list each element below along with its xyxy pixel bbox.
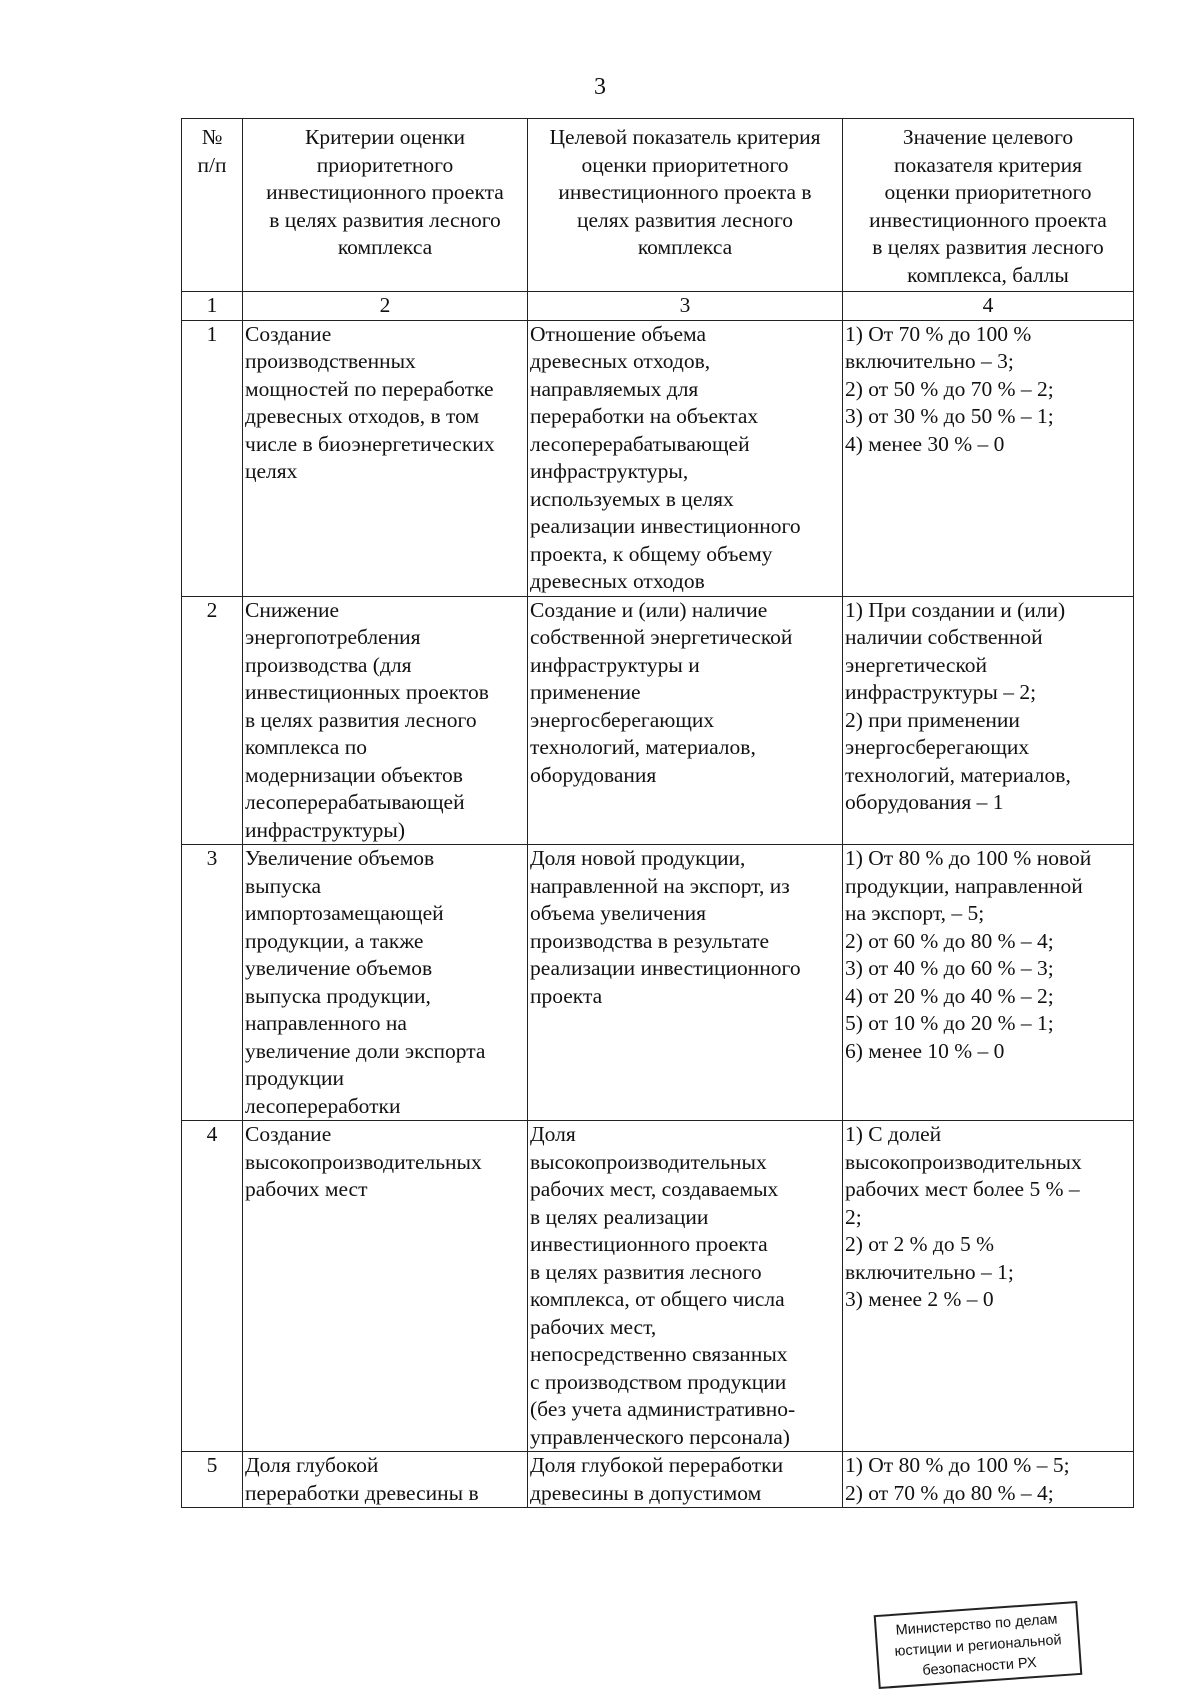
text-line: Создание <box>245 321 332 346</box>
text-line: увеличение объемов <box>245 956 433 980</box>
text-line: (без учета административно- <box>530 1397 796 1421</box>
text-line: Доля глубокой <box>245 1453 379 1477</box>
text-line: приоритетного <box>316 152 454 177</box>
value-cell <box>843 1452 1134 1508</box>
column-number: 1 <box>182 292 243 321</box>
text-line: производства (для <box>245 652 412 677</box>
text-line: 2; <box>845 1204 862 1229</box>
text-line: 4) от 20 % до 40 % – 2; <box>845 983 1054 1008</box>
text-line: Доля новой продукции, <box>530 846 746 870</box>
text-line: Создание и (или) наличие <box>530 597 768 622</box>
text-line: реализации инвестиционного <box>530 514 801 538</box>
row-number: 2 <box>182 596 243 845</box>
text-line: Министерство по делам <box>895 1611 1059 1639</box>
indicator-cell <box>528 320 843 596</box>
text-line: 1) От 70 % до 100 % <box>845 321 1032 346</box>
text-line: инвестиционного проекта <box>869 207 1107 232</box>
text-line: производства в результате <box>530 928 770 953</box>
text-line: Отношение объема <box>530 321 707 346</box>
text-line: 4) менее 30 % – 0 <box>845 431 1005 456</box>
indicator-cell <box>528 845 843 1121</box>
row-number: 5 <box>182 1452 243 1508</box>
text-line: в целях развития лесного <box>872 235 1104 259</box>
text-line: Увеличение объемов <box>245 846 435 870</box>
text-line: непосредственно связанных <box>530 1342 788 1366</box>
column-number-row <box>182 292 1134 321</box>
text-line: с производством продукции <box>530 1369 787 1394</box>
text-line: безопасности РХ <box>921 1654 1038 1679</box>
column-number: 3 <box>528 292 843 321</box>
text-line: продукции, а также <box>245 928 424 953</box>
text-line: комплекса, баллы <box>907 262 1069 287</box>
text-line: направляемых для <box>530 376 699 401</box>
value-cell <box>843 845 1134 1121</box>
text-line: лесоперерабатывающей <box>530 431 750 456</box>
text-line: 2) при применении <box>845 707 1020 732</box>
text-line: 1) При создании и (или) <box>845 597 1066 622</box>
text-line: энергосберегающих <box>845 735 1030 759</box>
indicator-cell <box>528 596 843 845</box>
text-line: высокопроизводительных <box>845 1149 1082 1174</box>
indicator-cell <box>528 1121 843 1452</box>
text-line: выпуска продукции, <box>245 983 431 1008</box>
text-line: направленной на экспорт, из <box>530 873 790 898</box>
table-row <box>182 1452 1134 1508</box>
header-value <box>843 119 1134 292</box>
text-line: 2) от 70 % до 80 % – 4; <box>845 1480 1054 1505</box>
text-line: 2) от 50 % до 70 % – 2; <box>845 376 1054 401</box>
text-line: энергопотребления <box>245 625 421 649</box>
text-line: древесных отходов <box>530 569 705 593</box>
text-line: в целях реализации <box>530 1204 709 1229</box>
text-line: 2) от 2 % до 5 % <box>845 1232 995 1256</box>
indicator-cell <box>528 1452 843 1508</box>
text-line: инфраструктуры – 2; <box>845 680 1037 704</box>
text-line: включительно – 3; <box>845 349 1014 373</box>
page-number: 3 <box>594 74 606 100</box>
text-line: мощностей по переработке <box>245 376 494 401</box>
text-line: п/п <box>197 152 227 177</box>
text-line: оборудования <box>530 762 657 787</box>
text-line: показателя критерия <box>893 152 1083 177</box>
text-line: комплекса <box>337 235 433 259</box>
criterion-cell <box>243 845 528 1121</box>
registration-stamp <box>874 1601 1083 1689</box>
text-line: проекта, к общему объему <box>530 541 773 566</box>
text-line: Целевой показатель критерия <box>549 125 821 149</box>
text-line: высокопроизводительных <box>530 1149 767 1174</box>
header-indicator <box>528 119 843 292</box>
criterion-cell <box>243 596 528 845</box>
text-line: рабочих мест более 5 % – <box>845 1177 1080 1201</box>
text-line: проекта <box>530 983 603 1008</box>
text-line: применение <box>530 680 641 704</box>
text-line: инвестиционного проекта <box>266 180 504 204</box>
text-line: используемых в целях <box>530 486 734 511</box>
text-line: высокопроизводительных <box>245 1149 482 1174</box>
criterion-cell <box>243 1452 528 1508</box>
text-line: комплекса по <box>245 735 367 759</box>
text-line: наличии собственной <box>845 625 1043 649</box>
text-line: юстиции и региональной <box>894 1632 1063 1660</box>
text-line: продукции <box>245 1066 345 1090</box>
column-number: 4 <box>843 292 1134 321</box>
text-line: реализации инвестиционного <box>530 956 801 980</box>
text-line: рабочих мест <box>245 1177 368 1201</box>
text-line: оценки приоритетного <box>581 152 789 177</box>
text-line: № <box>201 125 223 149</box>
text-line: импортозамещающей <box>245 901 444 925</box>
table-row <box>182 845 1134 1121</box>
text-line: энергетической <box>845 652 988 677</box>
text-line: технологий, материалов, <box>530 735 756 759</box>
table-row <box>182 320 1134 596</box>
text-line: оценки приоритетного <box>884 180 1092 204</box>
text-line: на экспорт, – 5; <box>845 901 985 925</box>
criteria-table <box>181 118 1134 1508</box>
text-line: инвестиционного проекта в <box>558 180 812 204</box>
text-line: инфраструктуры) <box>245 817 406 842</box>
text-line: модернизации объектов <box>245 762 463 787</box>
header-criterion <box>243 119 528 292</box>
text-line: 1) С долей <box>845 1122 942 1146</box>
text-line: технологий, материалов, <box>845 762 1071 787</box>
text-line: 3) от 40 % до 60 % – 3; <box>845 956 1054 980</box>
text-line: инфраструктуры и <box>530 652 700 677</box>
value-cell <box>843 596 1134 845</box>
table-row <box>182 1121 1134 1452</box>
text-line: 1) От 80 % до 100 % новой <box>845 846 1092 870</box>
text-line: в целях развития лесного <box>530 1259 762 1284</box>
text-line: Создание <box>245 1122 332 1146</box>
text-line: инвестиционного проекта <box>530 1232 768 1256</box>
text-line: оборудования – 1 <box>845 790 1004 814</box>
text-line: управленческого персонала) <box>530 1424 790 1449</box>
text-line: в целях развития лесного <box>245 707 477 732</box>
text-line: Доля <box>530 1122 576 1146</box>
text-line: выпуска <box>245 873 322 898</box>
text-line: 2) от 60 % до 80 % – 4; <box>845 928 1054 953</box>
text-line: комплекса, от общего числа <box>530 1287 785 1311</box>
text-line: 3) менее 2 % – 0 <box>845 1287 994 1311</box>
text-line: переработки на объектах <box>530 404 759 428</box>
text-line: 3) от 30 % до 50 % – 1; <box>845 404 1054 428</box>
text-line: числе в биоэнергетических <box>245 431 495 456</box>
text-line: переработки древесины в <box>245 1480 479 1505</box>
text-line: объема увеличения <box>530 901 706 925</box>
text-line: собственной энергетической <box>530 625 793 649</box>
text-line: древесных отходов, <box>530 349 711 373</box>
text-line: Снижение <box>245 597 340 622</box>
text-line: Доля глубокой переработки <box>530 1453 784 1477</box>
table-row <box>182 596 1134 845</box>
text-line: лесоперерабатывающей <box>245 790 465 814</box>
value-cell <box>843 320 1134 596</box>
text-line: рабочих мест, <box>530 1314 657 1339</box>
text-line: древесины в допустимом <box>530 1480 762 1505</box>
text-line: включительно – 1; <box>845 1259 1014 1284</box>
text-line: инвестиционных проектов <box>245 680 489 704</box>
text-line: 6) менее 10 % – 0 <box>845 1038 1005 1063</box>
text-line: продукции, направленной <box>845 873 1083 898</box>
text-line: в целях развития лесного <box>269 207 501 232</box>
text-line: 1) От 80 % до 100 % – 5; <box>845 1453 1070 1477</box>
row-number: 1 <box>182 320 243 596</box>
text-line: рабочих мест, создаваемых <box>530 1177 779 1201</box>
text-line: увеличение доли экспорта <box>245 1038 486 1063</box>
text-line: Значение целевого <box>902 125 1074 149</box>
text-line: целях развития лесного <box>576 207 794 232</box>
header-num <box>182 119 243 292</box>
text-line: энергосберегающих <box>530 707 715 732</box>
column-number: 2 <box>243 292 528 321</box>
criterion-cell <box>243 320 528 596</box>
text-line: производственных <box>245 349 416 373</box>
text-line: 5) от 10 % до 20 % – 1; <box>845 1011 1054 1035</box>
text-line: лесопереработки <box>245 1093 401 1118</box>
text-line: целях <box>245 459 298 483</box>
row-number: 3 <box>182 845 243 1121</box>
text-line: инфраструктуры, <box>530 459 689 483</box>
text-line: направленного на <box>245 1011 407 1035</box>
value-cell <box>843 1121 1134 1452</box>
row-number: 4 <box>182 1121 243 1452</box>
text-line: древесных отходов, в том <box>245 404 480 428</box>
text-line: комплекса <box>637 235 733 259</box>
text-line: Критерии оценки <box>305 125 465 149</box>
table-header-row <box>182 119 1134 292</box>
criterion-cell <box>243 1121 528 1452</box>
